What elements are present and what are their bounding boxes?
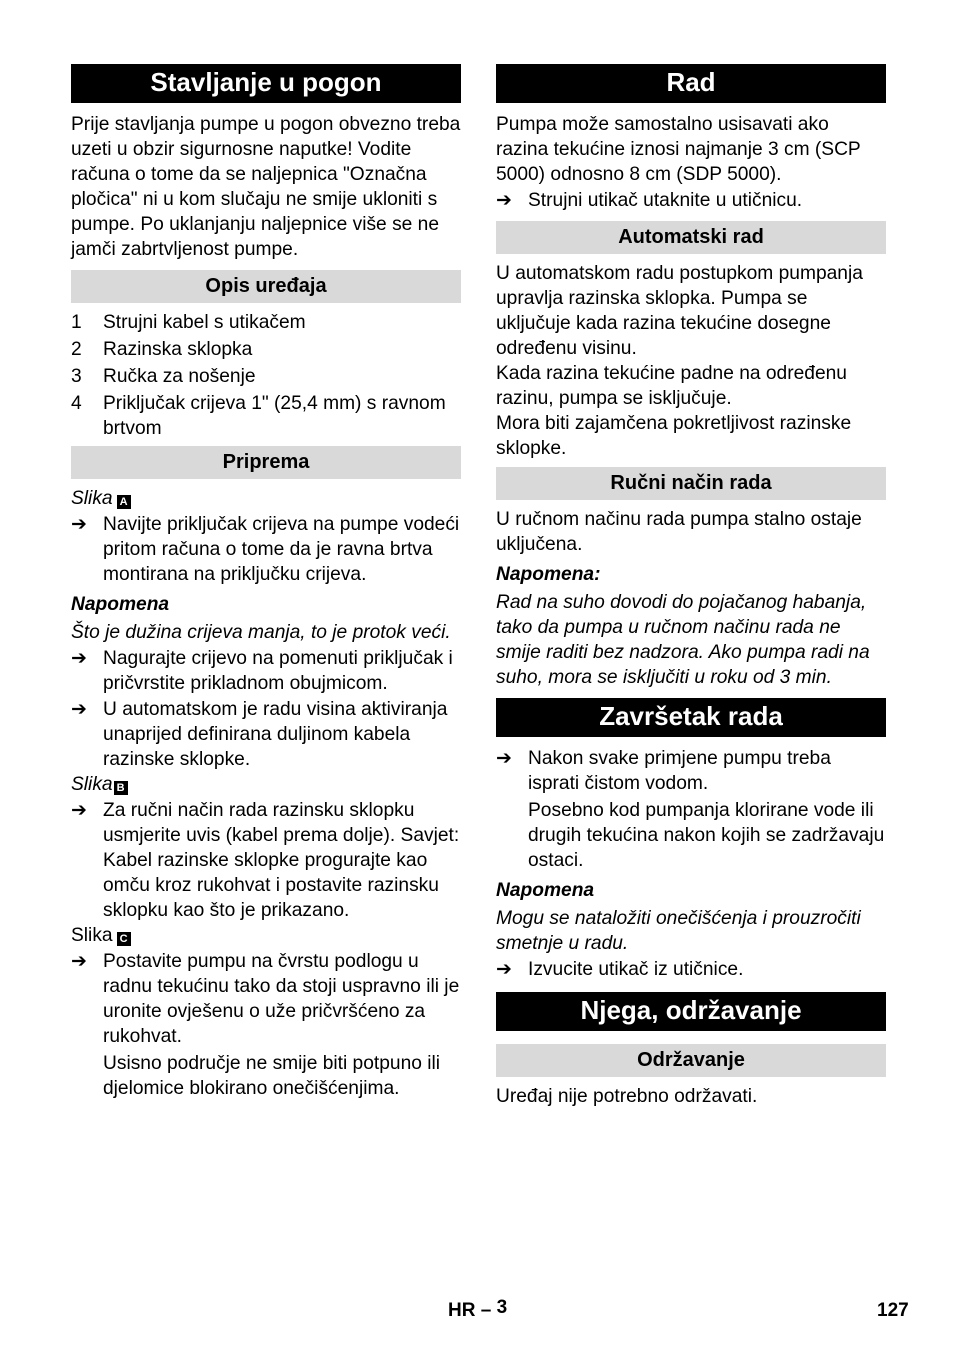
auto-paragraph-2: Kada razina tekućine padne na određenu razinu, pumpa se isključuje. [496,363,847,409]
figure-c-badge: C [117,932,131,946]
list-item: 1 Strujni kabel s utikačem [71,312,306,333]
arrow-right-icon: ➔ [71,699,87,720]
figure-ref-c: Slika C [71,923,461,948]
step-5-extra: Usisno područje ne smije biti potpuno ili djelomice blokirano onečišćenjima. [103,1053,441,1099]
rucni-paragraph: U ručnom načinu rada pumpa stalno ostaje uključena. [496,509,862,555]
step-4: ➔ Za ručni način rada razinsku sklopku usmjerite uvis (kabel prema dolje). Savjet: Kabel razinske sklopke progurajte kao omču kroz rukohvat i postavite razinsku sklopku kao što je prikazano. [71,800,460,921]
rad-step: ➔ Strujni utikač utaknite u utičnicu. [496,190,803,211]
intro-paragraph: Prije stavljanja pumpe u pogon obvezno treba uzeti u obzir sigurnosne naputke! Vodite računa o tome da se naljepnica "Označna pločica" ni u kom slučaju ne smije ukloniti s pumpe. Po uklanjanju naljepnice više se ne jamči zabrtvljenost pumpe. [71,114,461,260]
figure-ref-a: Slika A [71,486,461,511]
left-column [71,64,461,1101]
arrow-right-icon: ➔ [71,951,87,972]
note-label: Napomena [71,594,170,615]
figure-a-badge: A [117,495,131,509]
zavrsetak-step-2: ➔ Izvucite utikač iz utičnice. [496,959,744,980]
figure-ref-b: Slika B [71,772,461,797]
footer-section-page-number: 3 [496,1297,508,1318]
rucni-note-text: Rad na suho dovodi do pojačanog habanja, tako da pumpa u ručnom načinu rada ne smije raditi bez nadzora. Ako pumpa radi na suho, mora se isključiti u roku od 3 min. [496,592,870,688]
arrow-right-icon: ➔ [496,190,512,211]
step-3: ➔ U automatskom je radu visina aktiviranja unaprijed definirana duljinom kabela razinske sklopke. [71,699,448,770]
subsection-title-rucni: Ručni način rada [496,467,886,500]
footer-section-page [448,1298,507,1323]
device-parts-list [71,310,461,441]
subsection-title-priprema: Priprema [71,446,461,479]
list-item: 4 Priključak crijeva 1" (25,4 mm) s ravnom brtvom [71,393,446,439]
arrow-right-icon: ➔ [496,959,512,980]
right-column [496,64,886,1109]
auto-paragraph-1: U automatskom radu postupkom pumpanja upravlja razinska sklopka. Pumpa se uključuje kada razina tekućine dosegne određenu visinu. [496,263,863,359]
arrow-right-icon: ➔ [71,800,87,821]
list-item: 2 Razinska sklopka [71,339,253,360]
list-item: 3 Ručka za nošenje [71,366,256,387]
note-text: Što je dužina crijeva manja, to je protok veći. [71,622,451,643]
subsection-title-automatski: Automatski rad [496,221,886,254]
rucni-note-label: Napomena: [496,564,601,585]
section-title-njega: Njega, održavanje [496,992,886,1031]
footer-dash: – [480,1300,492,1321]
figure-b-badge: B [114,781,128,795]
arrow-right-icon: ➔ [71,514,87,535]
zavrsetak-step-1-extra: Posebno kod pumpanja klorirane vode ili drugih tekućina nakon kojih se zadržavaju ostaci. [528,800,885,871]
subsection-title-opis: Opis uređaja [71,270,461,303]
zavrsetak-note-text: Mogu se nataložiti onečišćenja i prouzročiti smetnje u radu. [496,908,861,954]
footer-page-number: 127 [877,1300,909,1321]
step-1: ➔ Navijte priključak crijeva na pumpe vodeći pritom računa o tome da je ravna brtva montirana na priključku crijeva. [71,514,460,585]
step-5: ➔ Postavite pumpu na čvrstu podlogu u radnu tekućinu tako da stoji uspravno ili je uronite ovješenu o uže pričvršćeno za rukohvat. [71,951,460,1047]
rad-intro: Pumpa može samostalno usisavati ako razina tekućine iznosi najmanje 3 cm (SCP 5000) odnosno 8 cm (SDP 5000). [496,114,861,185]
odrzavanje-paragraph: Uređaj nije potrebno održavati. [496,1086,758,1107]
arrow-right-icon: ➔ [496,748,512,769]
footer-language: HR [448,1300,476,1321]
auto-paragraph-3: Mora biti zajamčena pokretljivost razinske sklopke. [496,413,852,459]
zavrsetak-step-1: ➔ Nakon svake primjene pumpu treba isprati čistom vodom. [496,748,831,794]
section-title-rad: Rad [496,64,886,103]
section-title-stavljanje: Stavljanje u pogon [71,64,461,103]
subsection-title-odrzavanje: Održavanje [496,1044,886,1077]
section-title-zavrsetak: Završetak rada [496,698,886,737]
step-2: ➔ Nagurajte crijevo na pomenuti priključak i pričvrstite prikladnom obujmicom. [71,648,453,694]
arrow-right-icon: ➔ [71,648,87,669]
zavrsetak-note-label: Napomena [496,880,595,901]
